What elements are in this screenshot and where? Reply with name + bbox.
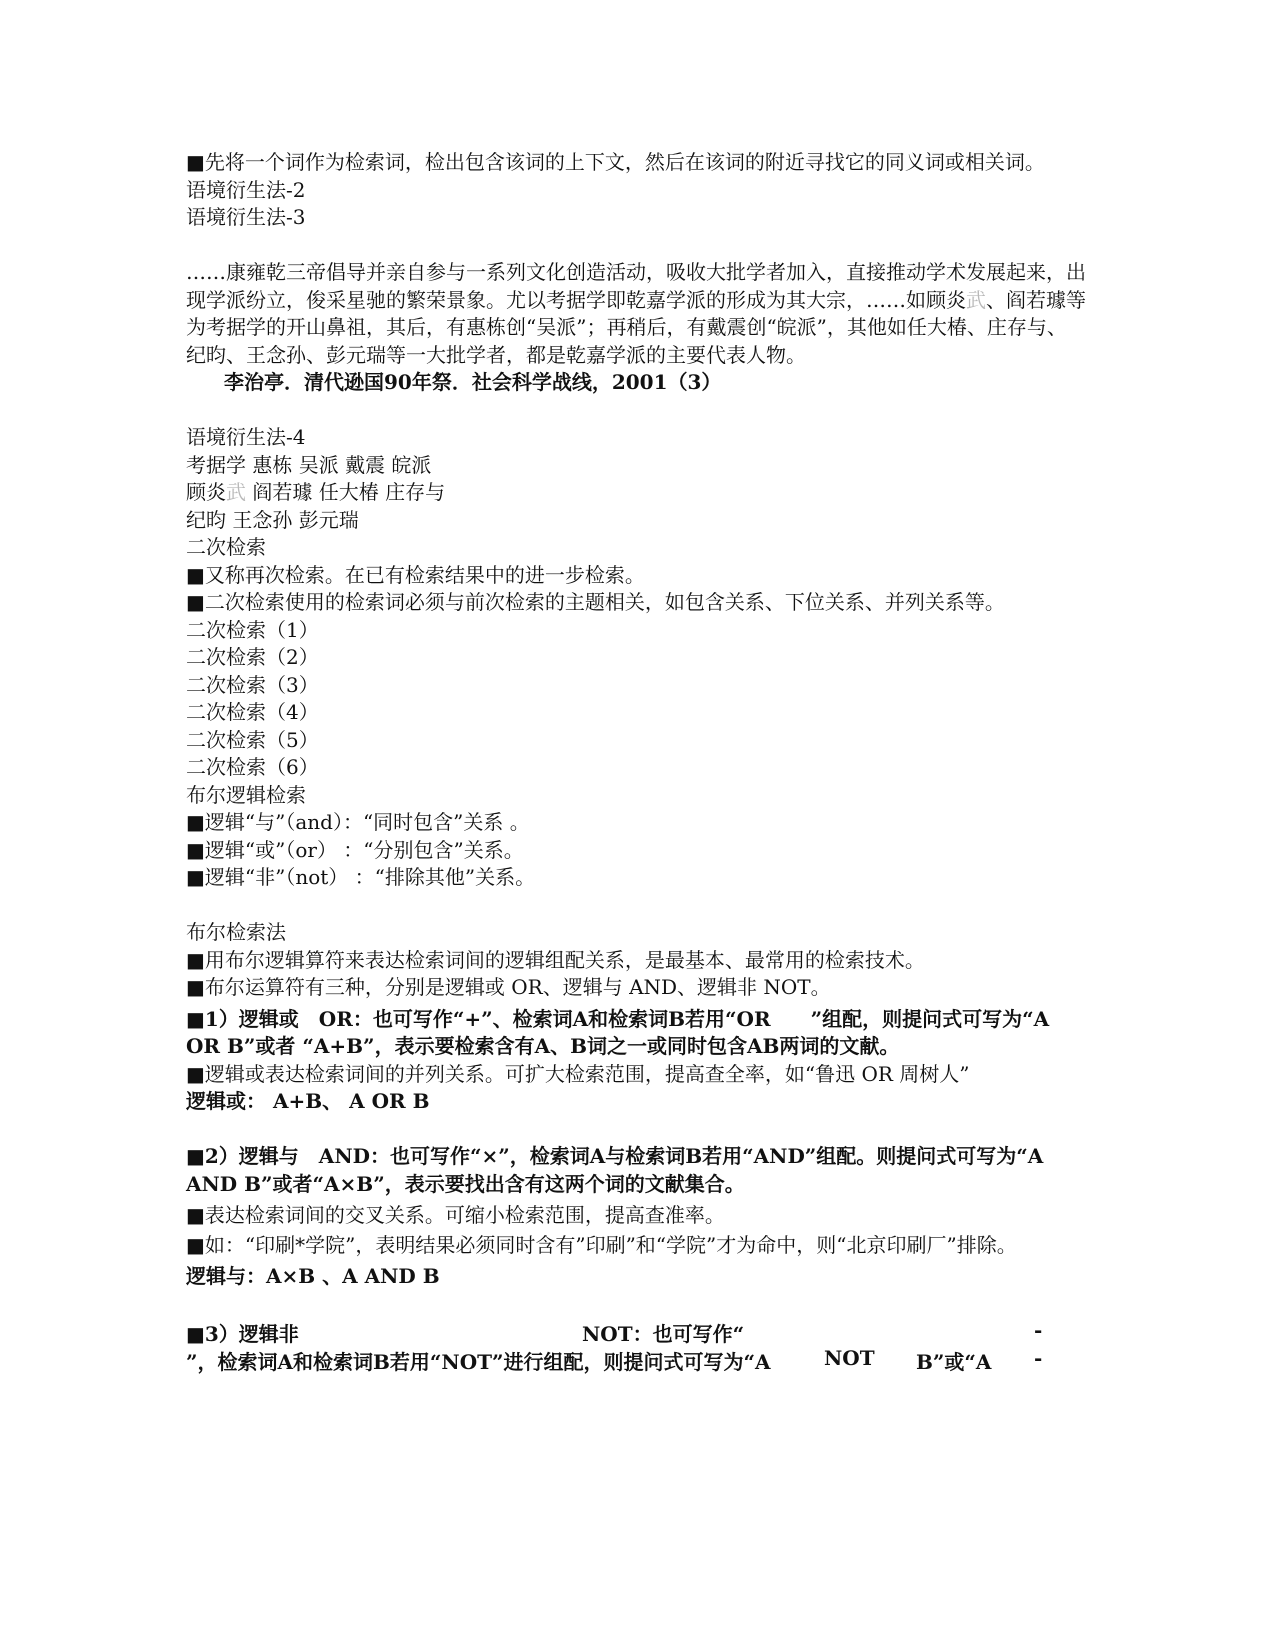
intro-paragraph: ■先将一个词作为检索词，检出包含该词的上下文，然后在该词的附近寻找它的同义词或相关词。 [186,150,1045,174]
boolean-or-bullet: ■逻辑“或”（or） ：“分别包含”关系。 [186,837,524,862]
and-definition: ■2）逻辑与 AND：也可写作“×”，检索词A与检索词B若用“AND”组配。则提问式可写为“A AND B”或者“A×B”，表示要找出含有这两个词的文献集合。 [186,1144,1044,1196]
not-definition-line-1: ■3）逻辑非 NOT：也可写作“ - [186,1318,1043,1346]
heading-secondary-search: 二次检索 [186,535,266,559]
citation: 李治亭．清代逊国90年祭．社会科学战线，2001（3） [224,370,722,394]
secondary-item: 二次检索（1） [186,617,319,642]
and-note: ■表达检索词间的交叉关系。可缩小检索范围，提高查准率。 [186,1203,725,1227]
boolean-and-bullet: ■逻辑“与”（and）：“同时包含”关系 。 [186,810,530,834]
secondary-bullet-1: ■又称再次检索。在已有检索结果中的进一步检索。 [186,562,645,587]
heading-boolean-method: 布尔检索法 [186,920,286,944]
heading-context-2: 语境衍生法-2 [186,177,306,202]
quote-paragraph: ……康雍乾三帝倡导并亲自参与一系列文化创造活动，吸收大批学者加入，直接推动学术发展起来，出现学派纷立，俊采星驰的繁荣景象。尤以考据学即乾嘉学派的形成为其大宗，……如顾炎武、阎若璩等为考据学的开山鼻祖，其后，有惠栋创“吴派”；再稍后，有戴震创“皖派”，其他如任大椿、庄存与、纪昀、王念孙、彭元瑞等一大批学者，都是乾嘉学派的主要代表人物。 [186,260,1086,367]
method-bullet-1: ■用布尔逻辑算符来表达检索词间的逻辑组配关系，是最基本、最常用的检索技术。 [186,947,925,972]
heading-boolean-logic: 布尔逻辑检索 [186,782,306,807]
term-row-1: 考据学 惠栋 吴派 戴震 皖派 [186,452,432,477]
secondary-bullet-2: ■二次检索使用的检索词必须与前次检索的主题相关，如包含关系、下位关系、并列关系等。 [186,590,1005,614]
heading-context-4: 语境衍生法-4 [186,425,306,449]
and-example: ■如：“印刷*学院”，表明结果必须同时含有”印刷”和“学院”才为命中，则“北京印刷厂”排除。 [186,1232,1017,1257]
secondary-item: 二次检索（6） [186,755,319,779]
term-row-2: 顾炎武 阎若璩 任大椿 庄存与 [186,480,446,504]
or-definition: ■1）逻辑或 OR：也可写作“+”、检索词A和检索词B若用“OR ”组配，则提问式可写为“A OR B”或者 “A+B”，表示要检索含有A、B词之一或同时包含AB两词的文献。 [186,1006,1050,1058]
and-summary: 逻辑与：A×B 、A AND B [186,1264,440,1288]
or-note: ■逻辑或表达检索词间的并列关系。可扩大检索范围，提高查全率，如“鲁迅 OR 周树人” [186,1061,970,1086]
term-row-3: 纪昀 王念孙 彭元瑞 [186,507,359,532]
document-body [186,149,1086,1373]
secondary-item: 二次检索（5） [186,727,319,752]
method-bullet-2: ■布尔运算符有三种，分别是逻辑或 OR、逻辑与 AND、逻辑非 NOT。 [186,975,831,999]
secondary-item: 二次检索（3） [186,672,319,697]
or-summary: 逻辑或： A+B、 A OR B [186,1089,430,1113]
heading-context-3: 语境衍生法-3 [186,205,306,229]
boolean-not-bullet: ■逻辑“非”（not） ：“排除其他”关系。 [186,865,536,889]
secondary-item: 二次检索（2） [186,645,319,669]
secondary-item: 二次检索（4） [186,700,319,724]
not-definition-line-2: ”，检索词A和检索词B若用“NOT”进行组配，则提问式可写为“A NOT B”或“A - [186,1345,1043,1374]
